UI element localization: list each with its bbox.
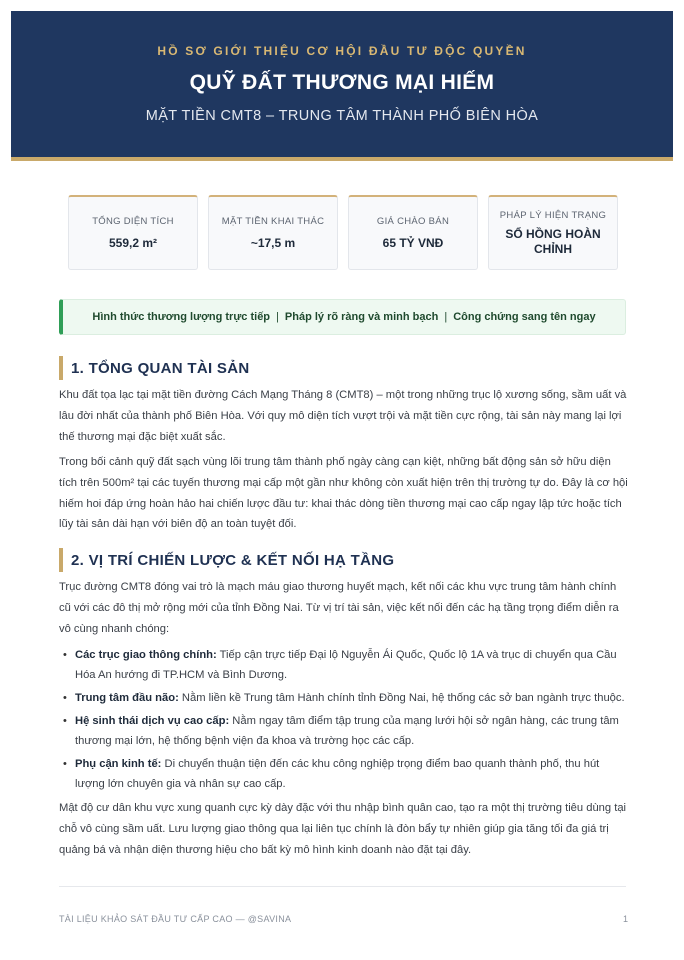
stat-value: ~17,5 m — [250, 235, 296, 250]
notice-separator: | — [276, 311, 279, 323]
paragraph: Trong bối cảnh quỹ đất sạch vùng lõi trung tâm thành phố ngày càng cạn kiệt, những bất động sản sở hữu diện tích trên 500m² tại các tuyến thương mại cấp một gần như không còn xuất hiện trên thị trường tự do. Đây là cơ hội hiếm hoi đáp ứng hoàn hảo hai chiến lược đầu tư: khai thác dòng tiền thương mại cao cấp ngay lập tức hoặc tích lũy tài sản dài hạn với biên độ an toàn tuyệt đối. — [59, 456, 628, 531]
list-item — [59, 754, 631, 794]
document-header — [11, 11, 673, 161]
list-item — [59, 711, 631, 751]
list-item-term: Phụ cận kinh tế: — [75, 758, 162, 770]
infrastructure-list — [59, 645, 631, 797]
notice-item: Pháp lý rõ ràng và minh bạch — [284, 311, 439, 323]
notice-item: Hình thức thương lượng trực tiếp — [92, 311, 271, 323]
stat-card-frontage — [208, 195, 338, 270]
stat-card-area — [68, 195, 198, 270]
header-kicker: HỒ SƠ GIỚI THIỆU CƠ HỘI ĐẦU TƯ ĐỘC QUYỀN — [157, 44, 527, 58]
paragraph: Trục đường CMT8 đóng vai trò là mạch máu giao thương huyết mạch, kết nối các khu vực trung tâm hành chính cũ với các đô thị mở rộng mới của tỉnh Đồng Nai. Từ vị trí tài sản, việc kết nối đến các hạ tầng trọng điểm diễn ra vô cùng nhanh chóng: — [59, 581, 619, 635]
list-item — [59, 645, 631, 685]
stat-value: SỔ HỒNG HOÀN CHỈNH — [505, 226, 601, 256]
list-item-text: Di chuyển thuận tiện đến các khu công nghiệp trọng điểm bao quanh thành phố, thu hút lượng lớn chuyên gia và nhân sự cao cấp. — [75, 758, 600, 790]
notice-separator: | — [444, 311, 448, 323]
paragraph: Mật độ cư dân khu vực xung quanh cực kỳ dày đặc với thu nhập bình quân cao, tạo ra một thị trường tiêu dùng tại chỗ vô cùng sầm uất. Lưu lượng giao thông qua lại liên tục chính là đòn bẩy tự nhiên giúp gia tăng tối đa giá trị quảng bá và nhận diện thương hiệu cho bất kỳ mô hình kinh doanh nào đặt tại đây. — [59, 802, 627, 856]
list-item-term: Trung tâm đầu não: — [75, 692, 179, 704]
document-title: QUỸ ĐẤT THƯƠNG MẠI HIẾM — [189, 71, 495, 94]
footer-text: TÀI LIỆU KHẢO SÁT ĐẦU TƯ CẤP CAO — @SAVINA — [59, 914, 292, 924]
stat-label: GIÁ CHÀO BÁN — [376, 215, 450, 227]
stat-value: 559,2 m² — [108, 235, 158, 250]
list-item-text: Nằm liền kề Trung tâm Hành chính tỉnh Đồng Nai, hệ thống các sở ban ngành trực thuộc. — [178, 692, 625, 704]
list-item-text: Nằm ngay tâm điểm tập trung của mạng lưới hội sở ngân hàng, các trung tâm thương mại lớn, hệ thống bệnh viện đa khoa và trường học các cấp. — [75, 715, 619, 747]
notice-item: Công chứng sang tên ngay — [453, 311, 596, 323]
stat-label: TỔNG DIỆN TÍCH — [92, 215, 174, 227]
stat-label: MẶT TIỀN KHAI THÁC — [221, 215, 325, 227]
key-stats — [68, 195, 618, 270]
page-number: 1 — [622, 914, 628, 924]
stat-card-legal — [488, 195, 618, 270]
list-item-term: Hệ sinh thái dịch vụ cao cấp: — [75, 715, 230, 727]
stat-label: PHÁP LÝ HIỆN TRẠNG — [499, 209, 607, 221]
list-item-term: Các trục giao thông chính: — [75, 649, 217, 661]
list-item — [59, 688, 631, 708]
section-heading-overview: 1. TỔNG QUAN TÀI SẢN — [59, 356, 626, 380]
footer-divider — [59, 886, 626, 887]
document-subtitle: MẶT TIỀN CMT8 – TRUNG TÂM THÀNH PHỐ BIÊN HÒA — [145, 108, 539, 124]
stat-value: 65 TỶ VNĐ — [382, 235, 444, 250]
notice-banner — [59, 299, 626, 335]
stat-card-price — [348, 195, 478, 270]
section-heading-location: 2. VỊ TRÍ CHIẾN LƯỢC & KẾT NỐI HẠ TẦNG — [59, 548, 626, 572]
list-item-text: Tiếp cận trực tiếp Đại lộ Nguyễn Ái Quốc, Quốc lộ 1A và trục di chuyển qua Cầu Hóa An hướng đi TP.HCM và Bình Dương. — [75, 649, 617, 681]
paragraph: Khu đất tọa lạc tại mặt tiền đường Cách Mạng Tháng 8 (CMT8) – một trong những trục lộ xương sống, sầm uất và lâu đời nhất của thành phố Biên Hòa. Với quy mô diện tích vượt trội và mặt tiền cực rộng, tài sản này mang lại lợi thế thương mại đặc biệt xuất sắc. — [59, 389, 627, 443]
